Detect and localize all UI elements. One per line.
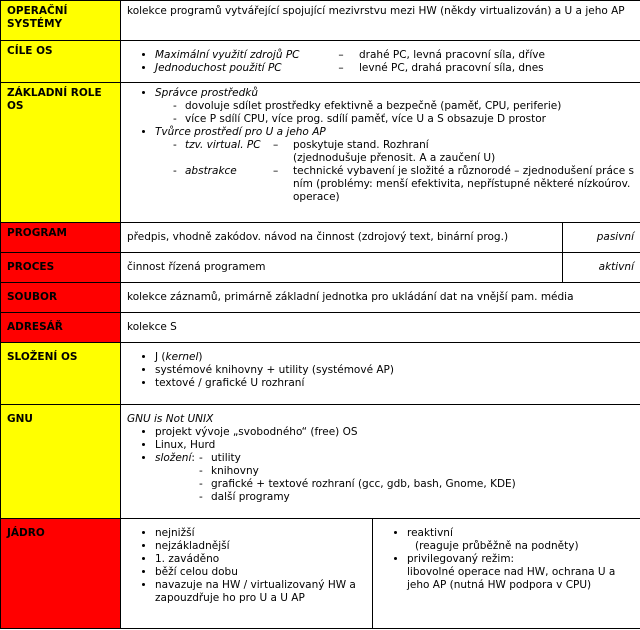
component-item: • J (kernel): [155, 351, 634, 364]
subitem-text: technické vybavení je složité a různorodé – zjednodušení práce s ním (problémy: menší efektivita, nepřístupné některé nízkoúrov. operace): [293, 165, 634, 203]
kernel-modes-list: [379, 527, 634, 592]
gnu-part: - grafické + textové rozhraní (gcc, gdb, bash, Gnome, KDE): [199, 478, 634, 491]
kernel-mode: • reaktivní (reaguje průběžně na podněty): [407, 527, 634, 553]
roles-list: [127, 87, 634, 204]
proces-type: aktivní: [563, 253, 640, 283]
goal-dash: –: [338, 62, 344, 74]
kernel-term: kernel: [165, 351, 199, 363]
kernel-properties-list: [127, 527, 366, 605]
subitem-text: poskytuje stand. Rozhraní: [293, 139, 429, 151]
definition-jadro-left: [121, 519, 373, 629]
definition-zakladni-role-os: [121, 83, 640, 223]
role-subitem: [173, 165, 634, 204]
goal-label: Maximální využití zdrojů PC: [155, 49, 300, 61]
role-title: Správce prostředků: [155, 87, 259, 99]
role-sublist: [155, 100, 634, 126]
row-adresar: [1, 313, 640, 343]
kernel-mode-note: (reaguje průběžně na podněty): [415, 540, 579, 552]
definition-jadro-right: [373, 519, 640, 629]
gnu-parts-list: [155, 452, 634, 504]
term-slozeni-os: SLOŽENÍ OS: [1, 343, 121, 405]
definition-operacni-systemy: kolekce programů vytvářející spojující mezivrstvu mezi HW (někdy virtualizován) a U a jeho AP: [121, 1, 640, 41]
role-subitem: - více P sdílí CPU, více prog. sdílí paměť, více U a S obsazuje D prostor: [173, 113, 634, 126]
gnu-part: - utility: [199, 452, 634, 465]
kernel-property: • běží celou dobu: [155, 566, 366, 579]
term-jadro: JÁDRO: [1, 519, 121, 629]
row-zakladni-role-os: [1, 83, 640, 223]
kernel-mode: • privilegovaný režim: libovolné operace nad HW, ochrana U a jeho AP (nutná HW podpora v CPU): [407, 553, 634, 592]
row-jadro: [1, 519, 640, 629]
definition-slozeni-os: [121, 343, 640, 405]
gnu-motto: GNU is Not UNIX: [127, 413, 214, 425]
program-type: pasivní: [563, 223, 640, 253]
gnu-composition-label: složení: [155, 452, 192, 464]
row-gnu: [1, 405, 640, 519]
goals-list: [127, 49, 634, 75]
kernel-property: • 1. zaváděno: [155, 553, 366, 566]
role-subitem: [173, 139, 634, 165]
term-proces: PROCES: [1, 253, 121, 283]
gnu-part: - další programy: [199, 491, 634, 504]
gnu-item: • složení: - utility - knihovny - grafické + textové rozhraní (gcc, gdb, bash, Gnome, KDE) - další programy: [155, 452, 634, 504]
definition-gnu: [121, 405, 640, 519]
row-cile-os: [1, 41, 640, 83]
gnu-part: - knihovny: [199, 465, 634, 478]
subitem-label: - tzv. virtual. PC: [185, 139, 261, 151]
row-proces: [1, 253, 640, 283]
role-sublist: [155, 139, 634, 204]
goal-result: levné PC, drahá pracovní síla, dnes: [359, 62, 544, 74]
row-slozeni-os: [1, 343, 640, 405]
term-adresar: ADRESÁŘ: [1, 313, 121, 343]
row-soubor: [1, 283, 640, 313]
component-item: • systémové knihovny + utility (systémové AP): [155, 364, 634, 377]
component-item: • textové / grafické U rozhraní: [155, 377, 634, 390]
components-list: [127, 351, 634, 390]
definition-cile-os: [121, 41, 640, 83]
subitem-dash: –: [273, 139, 279, 151]
role-title: Tvůrce prostředí pro U a jeho AP: [155, 126, 326, 138]
term-gnu: GNU: [1, 405, 121, 519]
term-cile-os: CÍLE OS: [1, 41, 121, 83]
kernel-property: • nejzákladnější: [155, 540, 366, 553]
definition-adresar: kolekce S: [121, 313, 640, 343]
gnu-list: [127, 426, 634, 504]
subitem-text-note: (zjednodušuje přenosit. A a zaučení U): [293, 152, 496, 164]
gnu-item: • Linux, Hurd: [155, 439, 634, 452]
gnu-item: • projekt vývoje „svobodného“ (free) OS: [155, 426, 634, 439]
term-program: PROGRAM: [1, 223, 121, 253]
goal-item: [155, 62, 634, 75]
definition-soubor: kolekce záznamů, primárně základní jednotka pro ukládání dat na vnější pam. média: [121, 283, 640, 313]
goal-label: Jednoduchost použití PC: [155, 62, 282, 74]
term-zakladni-role-os: ZÁKLADNÍ ROLE OS: [1, 83, 121, 223]
goal-result: drahé PC, levná pracovní síla, dříve: [359, 49, 545, 61]
goal-dash: –: [338, 49, 344, 61]
row-program: [1, 223, 640, 253]
kernel-property: • navazuje na HW / virtualizovaný HW a zapouzdřuje ho pro U a U AP: [155, 579, 366, 605]
definition-program: předpis, vhodně zakódov. návod na činnost (zdrojový text, binární prog.): [121, 223, 563, 253]
definition-proces: činnost řízená programem: [121, 253, 563, 283]
kernel-mode-note: libovolné operace nad HW, ochrana U a jeho AP (nutná HW podpora v CPU): [407, 566, 616, 591]
subitem-dash: –: [273, 165, 279, 177]
role-item: [155, 87, 634, 126]
goal-item: [155, 49, 634, 62]
role-subitem: - dovoluje sdílet prostředky efektivně a bezpečně (paměť, CPU, periferie): [173, 100, 634, 113]
kernel-property: • nejnižší: [155, 527, 366, 540]
subitem-label: - abstrakce: [185, 165, 237, 177]
term-operacni-systemy: OPERAČNÍ SYSTÉMY: [1, 1, 121, 41]
row-operacni-systemy: [1, 1, 640, 41]
term-soubor: SOUBOR: [1, 283, 121, 313]
role-item: [155, 126, 634, 204]
